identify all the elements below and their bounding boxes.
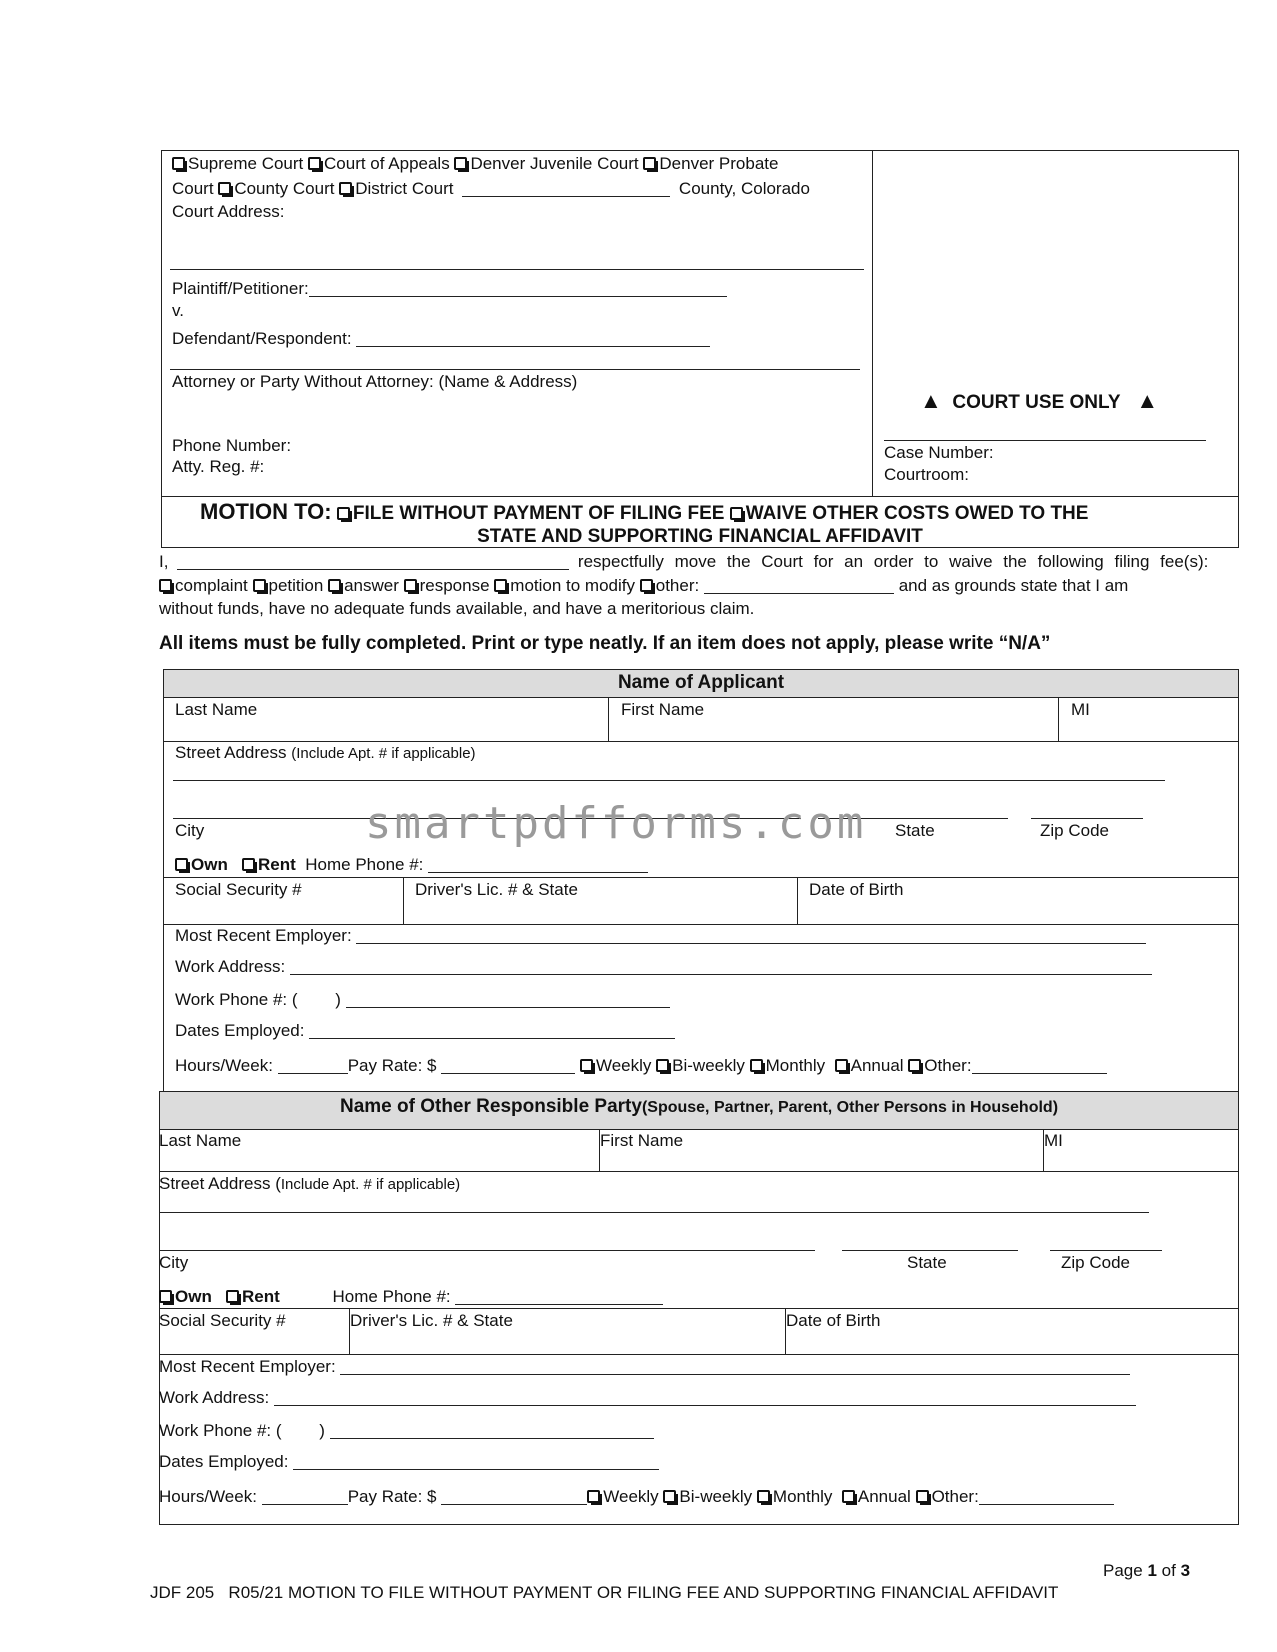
applicant-header: Name of Applicant [617, 672, 785, 693]
applicant-city-label: City [175, 821, 205, 840]
other-employer-field[interactable] [340, 1358, 1130, 1375]
motion-title-line1: MOTION TO: FILE WITHOUT PAYMENT OF FILING FEE WAIVE OTHER COSTS OWED TO THE [200, 499, 1089, 524]
intro-line2: complaint petition answer response motion to modify other: and as grounds state that I am [159, 576, 1128, 596]
other-first-name[interactable]: First Name [600, 1131, 684, 1150]
other-party-header-rule [159, 1129, 1239, 1130]
other-ssn[interactable]: Social Security # [159, 1311, 286, 1330]
watermark: smartpdfforms.com [365, 798, 867, 849]
applicant-name-field[interactable] [177, 553, 569, 570]
other-party-header: Name of Other Responsible Party(Spouse, Partner, Parent, Other Persons in Household) [339, 1096, 1059, 1117]
other-home-phone-field[interactable] [455, 1288, 663, 1305]
applicant-work-address-field[interactable] [290, 958, 1152, 975]
applicant-dob[interactable]: Date of Birth [809, 880, 904, 899]
applicant-ssn[interactable]: Social Security # [175, 880, 302, 899]
court-use-rule [884, 440, 1206, 441]
applicant-pay-field[interactable] [441, 1057, 575, 1074]
other-housing-row: Own Rent Home Phone #: [159, 1287, 663, 1307]
caption-bottom-rule [161, 496, 1239, 497]
district-court-checkbox[interactable] [339, 182, 352, 195]
applicant-first-name[interactable]: First Name [621, 700, 705, 719]
applicant-annual-checkbox[interactable] [835, 1059, 848, 1072]
complaint-checkbox[interactable] [159, 579, 172, 592]
applicant-work-address-row: Work Address: [175, 957, 1152, 977]
motion-to-modify-checkbox[interactable] [494, 579, 507, 592]
up-triangle-icon: ▲ [1136, 388, 1159, 413]
denver-probate-checkbox[interactable] [643, 157, 656, 170]
applicant-monthly-checkbox[interactable] [750, 1059, 763, 1072]
court-selection-line2: Court County Court District Court County, Colorado [172, 179, 810, 198]
other-city-field[interactable] [159, 1250, 815, 1251]
other-housing-rule [159, 1308, 1239, 1309]
applicant-housing-row: Own Rent Home Phone #: [175, 855, 648, 875]
other-weekly-checkbox[interactable] [587, 1490, 600, 1503]
other-pay-row: Hours/Week: Pay Rate: $ Weekly Bi-weekly Monthly Annual Other: [159, 1487, 1114, 1507]
defendant-row: Defendant/Respondent: [172, 329, 710, 349]
other-work-address-field[interactable] [274, 1389, 1136, 1406]
other-fee-field[interactable] [704, 577, 894, 594]
form-id: JDF 205 R05/21 MOTION TO FILE WITHOUT PAYMENT OR FILING FEE AND SUPPORTING FINANCIAL AFFIDAVIT [150, 1583, 1059, 1602]
petition-checkbox[interactable] [253, 579, 266, 592]
applicant-zip-label: Zip Code [1040, 821, 1109, 840]
other-other-pay-field[interactable] [979, 1488, 1114, 1505]
response-checkbox[interactable] [404, 579, 417, 592]
other-street-label: Street Address (Include Apt. # if applicable) [159, 1174, 461, 1193]
applicant-id-rule [163, 924, 1239, 925]
other-state-field[interactable] [842, 1250, 1018, 1251]
versus-label: v. [172, 301, 184, 320]
court-address-label: Court Address: [172, 202, 285, 221]
other-name-rule [159, 1171, 1239, 1172]
caption-divider [872, 150, 873, 497]
file-without-payment-checkbox[interactable] [337, 507, 350, 520]
case-number-label: Case Number: [884, 443, 994, 462]
county-court-checkbox[interactable] [218, 182, 231, 195]
other-monthly-checkbox[interactable] [757, 1490, 770, 1503]
county-name-field[interactable] [462, 180, 670, 197]
applicant-drivers-lic[interactable]: Driver's Lic. # & State [415, 880, 578, 899]
applicant-ssn-divider [403, 877, 404, 924]
waive-costs-checkbox[interactable] [730, 507, 743, 520]
other-dates-field[interactable] [293, 1453, 659, 1470]
other-city-label: City [159, 1253, 189, 1272]
other-drivers-lic[interactable]: Driver's Lic. # & State [350, 1311, 513, 1330]
applicant-zip-field[interactable] [1031, 818, 1143, 819]
other-pay-field[interactable] [441, 1488, 587, 1505]
applicant-street-field[interactable] [173, 780, 1165, 781]
applicant-other-pay-field[interactable] [972, 1057, 1107, 1074]
applicant-work-phone-row: Work Phone #: ( ) [175, 990, 670, 1010]
applicant-dates-field[interactable] [309, 1022, 675, 1039]
intro-line3: without funds, have no adequate funds available, and have a meritorious claim. [159, 599, 755, 618]
instructions: All items must be fully completed. Print or type neatly. If an item does not apply, please write “N/A” [159, 633, 1051, 654]
applicant-pay-row: Hours/Week: Pay Rate: $ Weekly Bi-weekly Monthly Annual Other: [175, 1056, 1107, 1076]
applicant-own-checkbox[interactable] [175, 858, 188, 871]
other-work-address-row: Work Address: [159, 1388, 1136, 1408]
other-own-checkbox[interactable] [159, 1290, 172, 1303]
applicant-header-rule [163, 697, 1239, 698]
plaintiff-field[interactable] [309, 280, 727, 297]
plaintiff-row: Plaintiff/Petitioner: [172, 279, 727, 299]
applicant-last-name[interactable]: Last Name [175, 700, 258, 719]
applicant-biweekly-checkbox[interactable] [656, 1059, 669, 1072]
court-of-appeals-checkbox[interactable] [308, 157, 321, 170]
attorney-label: Attorney or Party Without Attorney: (Name & Address) [172, 372, 578, 391]
applicant-work-phone-field[interactable] [346, 991, 670, 1008]
applicant-state-label: State [895, 821, 935, 840]
applicant-name-divider [608, 697, 609, 741]
other-hours-field[interactable] [262, 1488, 348, 1505]
applicant-employer-row: Most Recent Employer: [175, 926, 1146, 946]
applicant-employer-field[interactable] [356, 927, 1146, 944]
court-selection-line1: Supreme Court Court of Appeals Denver Juvenile Court Denver Probate [172, 154, 778, 174]
other-biweekly-checkbox[interactable] [663, 1490, 676, 1503]
answer-checkbox[interactable] [328, 579, 341, 592]
other-work-phone-row: Work Phone #: ( ) [159, 1421, 654, 1441]
denver-juvenile-checkbox[interactable] [454, 157, 467, 170]
applicant-hours-field[interactable] [278, 1057, 348, 1074]
applicant-weekly-checkbox[interactable] [580, 1059, 593, 1072]
other-other-pay-checkbox[interactable] [916, 1490, 929, 1503]
applicant-street-label: Street Address (Include Apt. # if applicable) [175, 743, 476, 762]
other-dates-row: Dates Employed: [159, 1452, 659, 1472]
applicant-housing-rule [163, 877, 1239, 878]
applicant-other-pay-checkbox[interactable] [908, 1059, 921, 1072]
applicant-dates-row: Dates Employed: [175, 1021, 675, 1041]
other-state-label: State [907, 1253, 947, 1272]
supreme-court-checkbox[interactable] [172, 157, 185, 170]
other-street-field[interactable] [159, 1212, 1149, 1213]
page-indicator: Page 1 of 3 [1103, 1561, 1191, 1580]
party-separator[interactable] [170, 369, 860, 370]
defendant-field[interactable] [356, 330, 710, 347]
applicant-name-rule [163, 741, 1239, 742]
motion-title-line2: STATE AND SUPPORTING FINANCIAL AFFIDAVIT [477, 526, 923, 547]
other-zip-label: Zip Code [1061, 1253, 1130, 1272]
other-fee-checkbox[interactable] [640, 579, 653, 592]
phone-number-label: Phone Number: [172, 436, 292, 455]
other-dob[interactable]: Date of Birth [786, 1311, 881, 1330]
court-use-only: ▲ COURT USE ONLY ▲ [920, 388, 1159, 413]
courtroom-label: Courtroom: [884, 465, 970, 484]
court-address-field[interactable] [170, 269, 864, 270]
other-work-phone-field[interactable] [330, 1422, 654, 1439]
applicant-home-phone-field[interactable] [428, 856, 648, 873]
applicant-mi[interactable]: MI [1071, 700, 1090, 719]
other-annual-checkbox[interactable] [842, 1490, 855, 1503]
applicant-mi-divider [1058, 697, 1059, 741]
up-triangle-icon: ▲ [920, 388, 942, 413]
other-id-rule [159, 1354, 1239, 1355]
other-employer-row: Most Recent Employer: [159, 1357, 1130, 1377]
applicant-dl-divider [797, 877, 798, 924]
other-rent-checkbox[interactable] [226, 1290, 239, 1303]
intro-line1: I, respectfully move the Court for an order to waive the following filing fee(s): [159, 552, 1209, 571]
applicant-rent-checkbox[interactable] [242, 858, 255, 871]
atty-reg-label: Atty. Reg. #: [172, 457, 265, 476]
other-mi[interactable]: MI [1044, 1131, 1063, 1150]
other-last-name[interactable]: Last Name [159, 1131, 242, 1150]
other-zip-field[interactable] [1050, 1250, 1162, 1251]
